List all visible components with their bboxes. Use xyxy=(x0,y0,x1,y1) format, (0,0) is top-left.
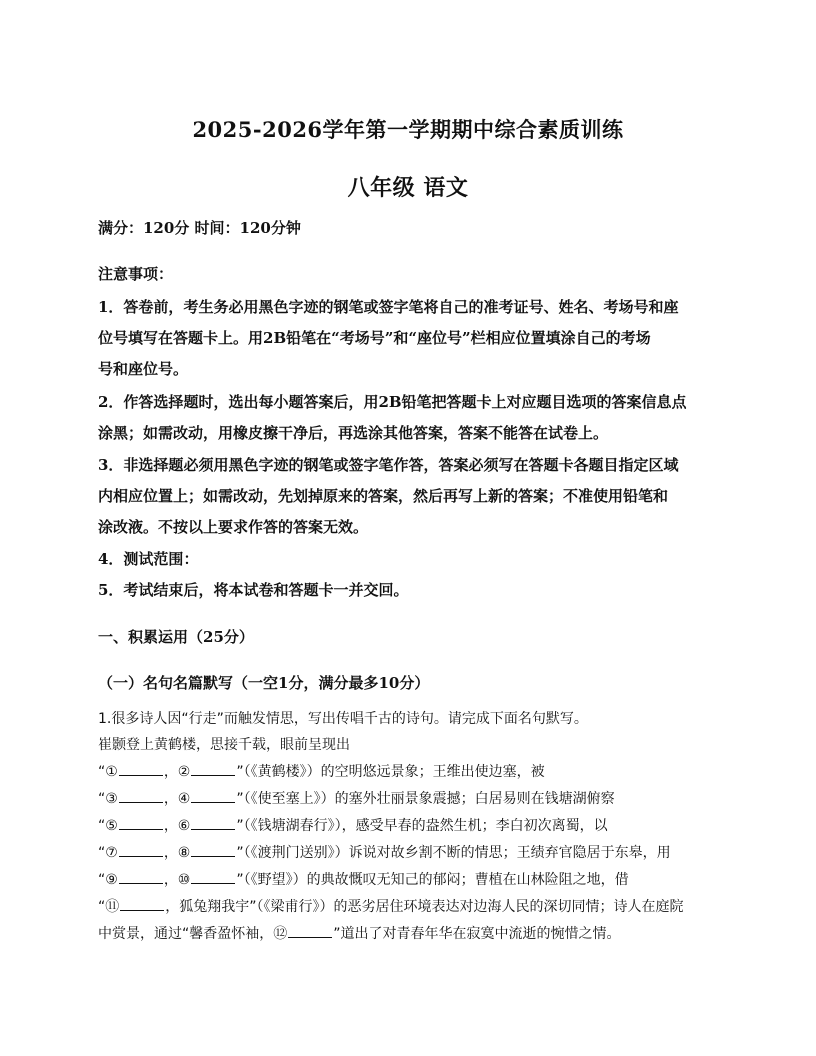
fill-row xyxy=(98,896,738,917)
blank-number: “⑤ xyxy=(98,818,118,834)
answer-blank-7[interactable] xyxy=(119,842,163,857)
row-text: ”（《渡荆门送别》）诉说对故乡割不断的情思；王绩弃官隐居于东皋，用 xyxy=(236,845,671,861)
row-text: ”（《钱塘湖春行》），感受早春的盎然生机；李白初次离蜀，以 xyxy=(236,818,608,834)
notice-line: 5．考试结束后，将本试卷和答题卡一并交回。 xyxy=(98,581,409,599)
blank-number: “③ xyxy=(98,791,118,807)
blank-number: ，⑥ xyxy=(163,818,191,834)
fill-row xyxy=(98,869,738,890)
section-heading: 一、积累运用（25分） xyxy=(98,628,254,646)
blank-number: “⑦ xyxy=(98,845,118,861)
exam-title: 2025-2026学年第一学期期中综合素质训练 xyxy=(192,117,624,142)
blank-number: ，② xyxy=(163,764,191,780)
answer-blank-1[interactable] xyxy=(119,761,163,776)
answer-blank-4[interactable] xyxy=(191,788,235,803)
notice-line: 4．测试范围： xyxy=(98,550,199,568)
fill-row xyxy=(98,788,738,809)
answer-blank-8[interactable] xyxy=(191,842,235,857)
notice-line: 2．作答选择题时，选出每小题答案后，用2B铅笔把答题卡上对应题目选项的答案信息点 xyxy=(98,393,687,411)
row-text: ”（《野望》）的典故慨叹无知己的郁闷；曹植在山林险阻之地，借 xyxy=(236,872,629,888)
subsection-heading: （一）名句名篇默写（一空1分，满分最多10分） xyxy=(98,674,430,692)
answer-blank-2[interactable] xyxy=(191,761,235,776)
fill-row xyxy=(98,923,738,944)
row-text: ”（《黄鹤楼》）的空明悠远景象；王维出使边塞，被 xyxy=(236,764,545,780)
notice-line: 涂改液。不按以上要求作答的答案无效。 xyxy=(98,518,369,536)
question-1-intro: 1.很多诗人因“行走”而触发情思，写出传唱千古的诗句。请完成下面名句默写。 xyxy=(98,711,588,727)
exam-subtitle: 八年级 语文 xyxy=(347,175,469,201)
notice-line: 内相应位置上；如需改动，先划掉原来的答案，然后再写上新的答案；不准使用铅笔和 xyxy=(98,487,669,505)
fill-row xyxy=(98,761,738,782)
row-text: ”道出了对青春年华在寂寞中流逝的惋惜之情。 xyxy=(333,926,621,942)
blank-number: ，⑩ xyxy=(163,872,191,888)
fill-row xyxy=(98,842,738,863)
row-text: ”（《使至塞上》）的塞外壮丽景象震撼；白居易则在钱塘湖俯察 xyxy=(236,791,615,807)
notice-heading: 注意事项： xyxy=(98,265,174,283)
answer-blank-3[interactable] xyxy=(119,788,163,803)
notice-line: 号和座位号。 xyxy=(98,360,189,378)
answer-blank-11[interactable] xyxy=(120,896,164,911)
blank-number: “⑨ xyxy=(98,872,118,888)
blank-number: “① xyxy=(98,764,118,780)
blank-number: ，⑧ xyxy=(163,845,191,861)
score-time-info: 满分：120分 时间：120分钟 xyxy=(98,219,301,237)
row-text: 中赏景，通过“馨香盈怀袖，⑫ xyxy=(98,926,288,942)
blank-number: “⑪ xyxy=(98,899,120,915)
notice-line: 3．非选择题必须用黑色字迹的钢笔或签字笔作答，答案必须写在答题卡各题目指定区域 xyxy=(98,456,679,474)
fill-row xyxy=(98,815,738,836)
blank-number: ，④ xyxy=(163,791,191,807)
answer-blank-10[interactable] xyxy=(191,869,235,884)
notice-line: 1．答卷前，考生务必用黑色字迹的钢笔或签字笔将自己的准考证号、姓名、考场号和座 xyxy=(98,298,679,316)
answer-blank-5[interactable] xyxy=(119,815,163,830)
notice-line: 位号填写在答题卡上。用2B铅笔在“考场号”和“座位号”栏相应位置填涂自己的考场 xyxy=(98,329,651,347)
notice-line: 涂黑；如需改动，用橡皮擦干净后，再选涂其他答案，答案不能答在试卷上。 xyxy=(98,424,609,442)
answer-blank-9[interactable] xyxy=(119,869,163,884)
answer-blank-6[interactable] xyxy=(191,815,235,830)
question-1-line: 崔颢登上黄鹤楼，思接千载，眼前呈现出 xyxy=(98,737,350,753)
row-text: ，狐兔翔我宇”（《梁甫行》）的恶劣居住环境表达对边海人民的深切同情；诗人在庭院 xyxy=(165,899,684,915)
answer-blank-12[interactable] xyxy=(288,923,332,938)
